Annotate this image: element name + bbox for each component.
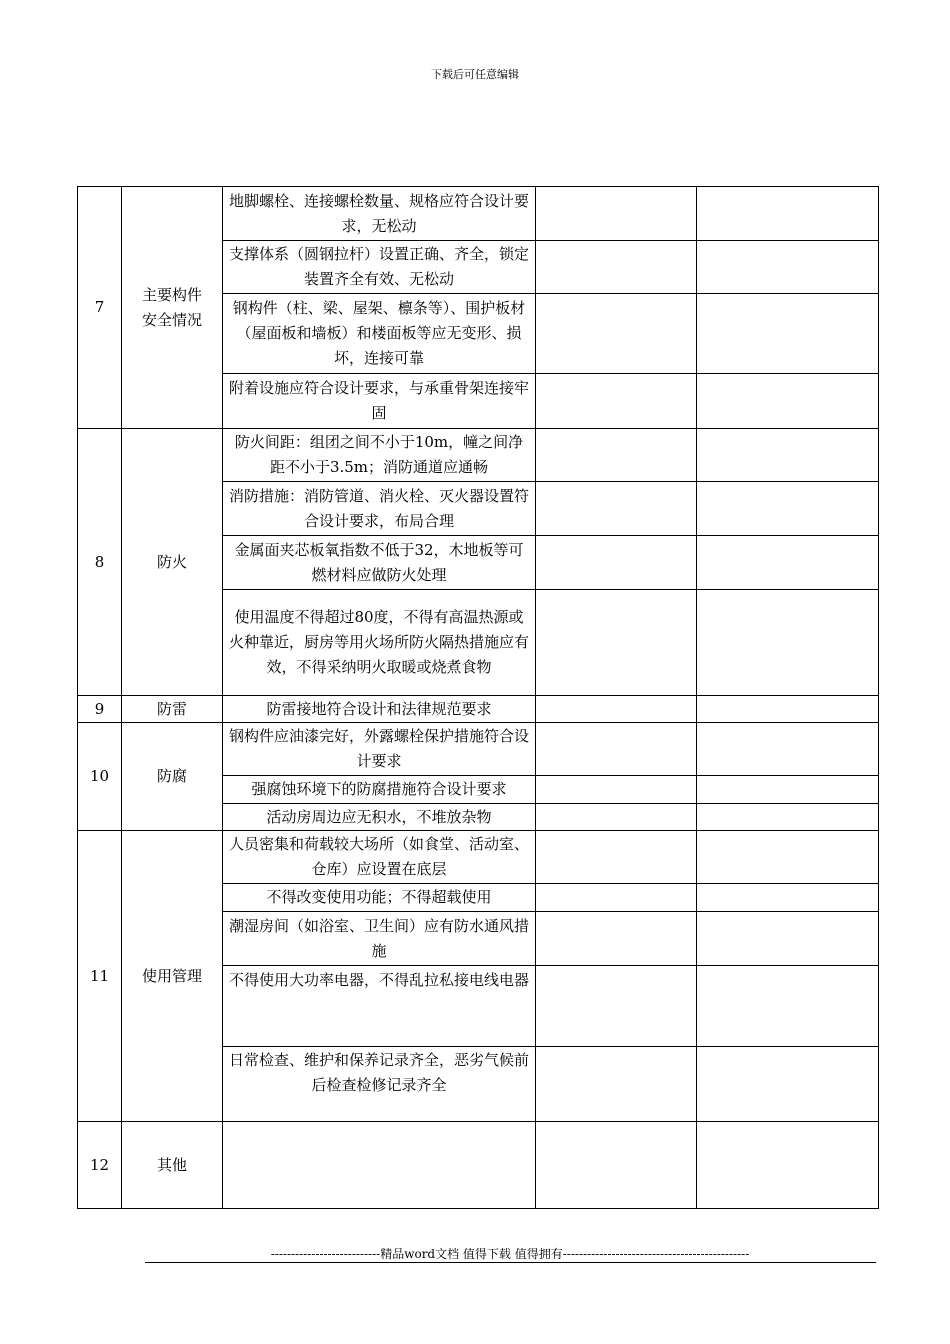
result-cell[interactable] [536, 241, 697, 294]
table-row [78, 696, 879, 723]
remark-cell[interactable] [697, 187, 879, 241]
row-number: 10 [78, 723, 122, 831]
check-item: 人员密集和荷载较大场所（如食堂、活动室、仓库）应设置在底层 [223, 831, 536, 884]
result-cell[interactable] [536, 482, 697, 536]
table-row [78, 429, 879, 482]
category-cell: 主要构件安全情况 [122, 187, 223, 429]
category-cell: 使用管理 [122, 831, 223, 1122]
result-cell[interactable] [536, 536, 697, 590]
result-cell[interactable] [536, 429, 697, 482]
remark-cell[interactable] [697, 536, 879, 590]
check-item: 不得使用大功率电器，不得乱拉私接电线电器 [223, 966, 536, 1047]
row-number: 8 [78, 429, 122, 696]
check-item: 金属面夹芯板氧指数不低于32，木地板等可燃材料应做防火处理 [223, 536, 536, 590]
table-row [78, 1122, 879, 1209]
check-item: 使用温度不得超过80度，不得有高温热源或火种靠近，厨房等用火场所防火隔热措施应有效，不得采纳明火取暖或烧煮食物 [223, 590, 536, 696]
remark-cell[interactable] [697, 482, 879, 536]
result-cell[interactable] [536, 776, 697, 804]
table-row [78, 831, 879, 884]
remark-cell[interactable] [697, 374, 879, 429]
remark-cell[interactable] [697, 590, 879, 696]
check-item: 潮湿房间（如浴室、卫生间）应有防水通风措施 [223, 912, 536, 966]
remark-cell[interactable] [697, 884, 879, 912]
result-cell[interactable] [536, 590, 697, 696]
check-item: 消防措施：消防管道、消火栓、灭火器设置符合设计要求，布局合理 [223, 482, 536, 536]
inspection-table [77, 186, 879, 1209]
result-cell[interactable] [536, 966, 697, 1047]
check-item: 活动房周边应无积水，不堆放杂物 [223, 804, 536, 831]
result-cell[interactable] [536, 1122, 697, 1209]
check-item: 强腐蚀环境下的防腐措施符合设计要求 [223, 776, 536, 804]
check-item: 不得改变使用功能；不得超载使用 [223, 884, 536, 912]
category-cell: 防雷 [122, 696, 223, 723]
result-cell[interactable] [536, 294, 697, 374]
remark-cell[interactable] [697, 804, 879, 831]
remark-cell[interactable] [697, 241, 879, 294]
check-item: 钢构件（柱、梁、屋架、檩条等）、围护板材（屋面板和墙板）和楼面板等应无变形、损坏，连接可靠 [223, 294, 536, 374]
result-cell[interactable] [536, 884, 697, 912]
row-number: 9 [78, 696, 122, 723]
footer-divider [145, 1262, 876, 1263]
result-cell[interactable] [536, 187, 697, 241]
table-row [78, 723, 879, 776]
result-cell[interactable] [536, 1047, 697, 1122]
remark-cell[interactable] [697, 294, 879, 374]
check-item: 防火间距：组团之间不小于10m，幢之间净距不小于3.5m；消防通道应通畅 [223, 429, 536, 482]
check-item: 日常检查、维护和保养记录齐全，恶劣气候前后检查检修记录齐全 [223, 1047, 536, 1122]
table-row [78, 187, 879, 241]
result-cell[interactable] [536, 374, 697, 429]
remark-cell[interactable] [697, 966, 879, 1047]
check-item: 附着设施应符合设计要求，与承重骨架连接牢固 [223, 374, 536, 429]
category-cell: 防火 [122, 429, 223, 696]
remark-cell[interactable] [697, 776, 879, 804]
remark-cell[interactable] [697, 1122, 879, 1209]
result-cell[interactable] [536, 804, 697, 831]
page-header: 下载后可任意编辑 [431, 68, 519, 81]
result-cell[interactable] [536, 831, 697, 884]
remark-cell[interactable] [697, 1047, 879, 1122]
check-item: 支撑体系（圆钢拉杆）设置正确、齐全，锁定装置齐全有效、无松动 [223, 241, 536, 294]
check-item: 地脚螺栓、连接螺栓数量、规格应符合设计要求，无松动 [223, 187, 536, 241]
check-item[interactable] [223, 1122, 536, 1209]
remark-cell[interactable] [697, 429, 879, 482]
remark-cell[interactable] [697, 696, 879, 723]
remark-cell[interactable] [697, 831, 879, 884]
row-number: 7 [78, 187, 122, 429]
result-cell[interactable] [536, 723, 697, 776]
page-footer: ---------------------------精品word文档 值得下载 值得拥有---------------------------------------------- [270, 1247, 750, 1261]
category-cell: 其他 [122, 1122, 223, 1209]
check-item: 钢构件应油漆完好，外露螺栓保护措施符合设计要求 [223, 723, 536, 776]
category-cell: 防腐 [122, 723, 223, 831]
remark-cell[interactable] [697, 723, 879, 776]
result-cell[interactable] [536, 912, 697, 966]
remark-cell[interactable] [697, 912, 879, 966]
check-item: 防雷接地符合设计和法律规范要求 [223, 696, 536, 723]
row-number: 11 [78, 831, 122, 1122]
result-cell[interactable] [536, 696, 697, 723]
row-number: 12 [78, 1122, 122, 1209]
